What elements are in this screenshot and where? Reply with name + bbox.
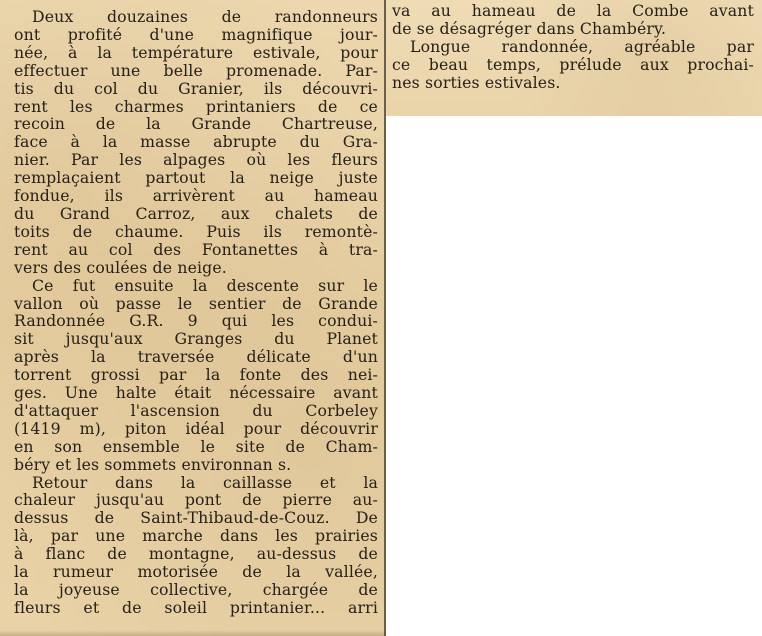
text-line: toits de chaume. Puis ils remontè- — [14, 222, 378, 241]
text-line: chaleur jusqu'au pont de pierre au- — [14, 491, 378, 510]
text-line: ont profité d'une magnifique jour- — [14, 25, 378, 44]
text-line: face à la masse abrupte du Gra- — [14, 133, 378, 152]
text-line: rent au col des Fontanettes à tra- — [14, 240, 378, 259]
text-line: nier. Par les alpages où les fleurs — [14, 151, 378, 170]
text-line: vallon où passe le sentier de Grande — [14, 294, 378, 313]
text-line: tis du col du Granier, ils découvri- — [14, 79, 378, 98]
text-line: la joyeuse collective, chargée de — [14, 581, 378, 599]
text-line: sit jusqu'aux Granges du Planet — [14, 330, 378, 349]
text-line: en son ensemble le site de Cham- — [14, 437, 378, 456]
text-line: va au hameau de la Combe avant — [392, 2, 754, 20]
text-line: là, par une marche dans les prairies — [14, 527, 378, 546]
text-line: remplaçaient partout la neige juste — [14, 169, 378, 188]
text-line: vers des coulées de neige. — [14, 258, 227, 277]
article-text-right — [392, 2, 754, 92]
text-line: recoin de la Grande Chartreuse, — [14, 115, 378, 134]
text-line: Ce fut ensuite la descente sur le — [32, 276, 378, 295]
text-line: Randonnée G.R. 9 qui les condui- — [14, 312, 378, 331]
text-line: dessus de Saint-Thibaud-de-Couz. De — [14, 509, 378, 528]
article-text-left — [14, 8, 378, 617]
text-line: ges. Une halte était nécessaire avant — [14, 384, 378, 402]
text-line: du Grand Carroz, aux chalets de — [14, 204, 378, 223]
text-line: après la traversée délicate d'un — [14, 348, 378, 367]
text-line: effectuer une belle promenade. Par- — [14, 61, 378, 80]
text-line: béry et les sommets environnan s. — [14, 455, 292, 474]
text-line: à flanc de montagne, au-dessus de — [14, 545, 378, 564]
article-clipping-right-column — [386, 0, 762, 116]
text-line: nes sorties estivales. — [392, 73, 561, 92]
text-line: Longue randonnée, agréable par — [410, 37, 754, 56]
text-line: née, à la température estivale, pour — [14, 43, 378, 62]
text-line: Retour dans la caillasse et la — [32, 473, 378, 492]
text-line: la rumeur motorisée de la vallée, — [14, 563, 378, 581]
text-line: fleurs et de soleil printanier... arri — [14, 598, 378, 617]
text-line: rent les charmes printaniers de ce — [14, 97, 378, 116]
text-line: fondue, ils arrivèrent au hameau — [14, 187, 378, 205]
text-line: d'attaquer l'ascension du Corbeley — [14, 401, 378, 420]
text-line: torrent grossi par la fonte des nei- — [14, 366, 378, 385]
text-line: (1419 m), piton idéal pour découvrir — [14, 419, 378, 438]
paper-edge-shadow — [0, 630, 386, 636]
text-line: Deux douzaines de randonneurs — [32, 8, 378, 26]
text-line: de se désagréger dans Chambéry. — [392, 19, 667, 38]
text-line: ce beau temps, prélude aux prochai- — [392, 55, 754, 74]
